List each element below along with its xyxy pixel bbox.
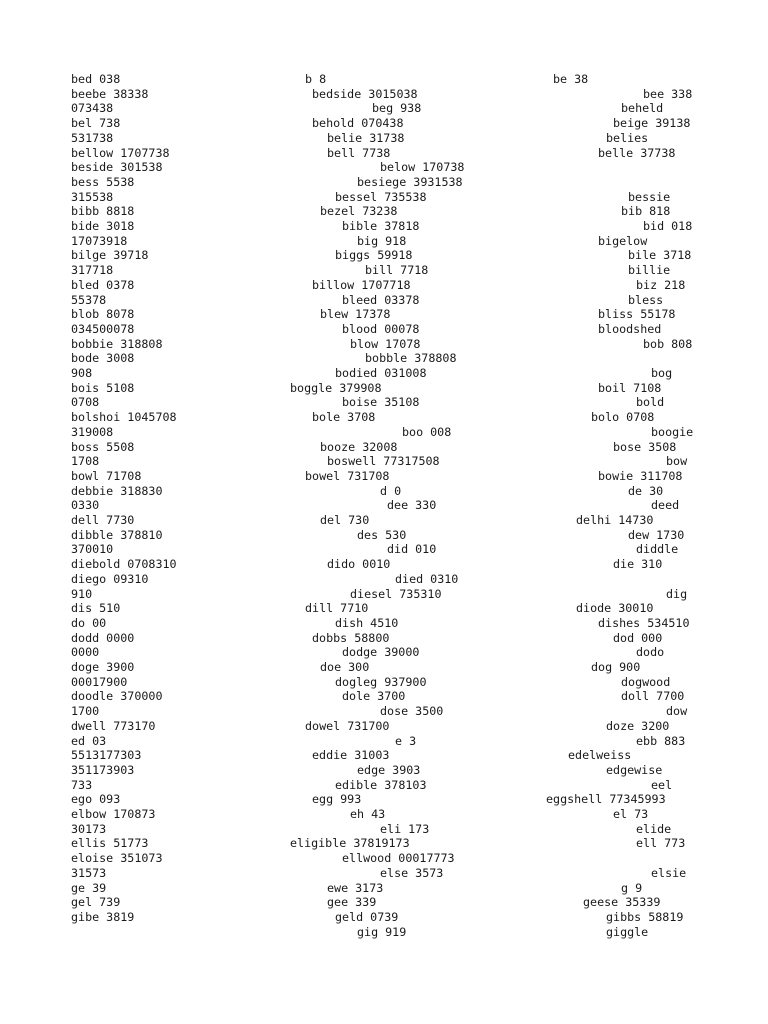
index-entry: beheld (621, 101, 664, 116)
index-entry: egg 993 (312, 792, 362, 807)
index-entry: bile 3718 (628, 248, 692, 263)
index-entry: bole 3708 (312, 410, 376, 425)
index-entry: 0708 (71, 395, 100, 410)
index-entry: boise 35108 (342, 395, 420, 410)
index-entry: bell 7738 (327, 145, 391, 160)
index-entry: bloodshed (598, 321, 662, 336)
index-entry: bowel 731708 (305, 468, 390, 483)
index-entry: doe 300 (320, 660, 370, 674)
index-entry: 733 (71, 777, 93, 792)
index-entry: dowel 731700 (305, 718, 390, 733)
index-entry: beside 301538 (71, 160, 163, 175)
index-entry: dig (666, 586, 688, 601)
index-entry: eligible 37819173 (290, 836, 410, 851)
index-entry: 31573 (71, 865, 107, 880)
index-entry: boo 008 (402, 424, 452, 439)
index-entry: d 0 (380, 483, 402, 498)
index-entry: diesel 735310 (350, 586, 442, 601)
index-entry: else 3573 (380, 865, 444, 880)
index-entry: 910 (71, 586, 93, 601)
index-entry: dogleg 937900 (335, 674, 427, 689)
index-entry: bee 338 (643, 86, 693, 101)
index-entry: geese 35339 (583, 895, 661, 910)
index-entry: 908 (71, 366, 93, 380)
index-entry: des 530 (357, 527, 407, 542)
index-entry: ell 773 (636, 836, 686, 851)
index-entry: 531738 (71, 130, 114, 145)
index-entry: ge 39 (71, 880, 107, 895)
index-entry: besiege 3931538 (357, 174, 463, 189)
index-entry: boil 7108 (598, 380, 662, 395)
index-entry: dobbs 58800 (312, 630, 390, 645)
index-entry: 1700 (71, 704, 100, 719)
index-entry: billow 1707718 (312, 277, 411, 292)
index-entry: bibb 8818 (71, 204, 135, 219)
index-entry: 30173 (71, 821, 107, 836)
index-entry: dodd 0000 (71, 630, 135, 645)
index-entry: dod 000 (613, 630, 663, 645)
index-entry: 315538 (71, 189, 114, 204)
index-entry: ellis 51773 (71, 836, 149, 851)
index-entry: eddie 31003 (312, 748, 390, 763)
index-entry: dog 900 (591, 660, 641, 674)
index-entry: blob 8078 (71, 307, 135, 322)
index-entry: eel (651, 777, 673, 792)
index-entry: dee 330 (387, 498, 437, 513)
index-entry: deed (651, 498, 680, 513)
index-entry: 1708 (71, 454, 100, 469)
index-entry: blew 17378 (320, 307, 391, 322)
index-entry: diego 09310 (71, 571, 149, 586)
index-entry: elide (636, 821, 672, 836)
index-entry: diode 30010 (576, 601, 654, 616)
index-entry: beebe 38338 (71, 86, 149, 101)
index-entry: ebb 883 (636, 733, 686, 748)
index-entry: dishes 534510 (598, 615, 690, 630)
index-entry: bel 738 (71, 116, 121, 131)
index-entry: billie (628, 263, 671, 278)
index-entry: eloise 351073 (71, 851, 163, 866)
index-entry: boggle 379908 (290, 380, 382, 395)
index-entry: bessie (628, 189, 671, 204)
index-entry: bless (628, 292, 664, 307)
index-entry: doll 7700 (621, 689, 685, 704)
index-entry: gel 739 (71, 895, 121, 910)
index-entry: edelweiss (568, 748, 632, 763)
index-entry: de 30 (628, 483, 664, 498)
index-entry: giggle (606, 924, 649, 939)
index-entry: bilge 39718 (71, 248, 149, 263)
index-entry: bill 7718 (365, 263, 429, 278)
index-entry: edge 3903 (357, 762, 421, 777)
index-entry: 370010 (71, 542, 114, 557)
index-entry: 0000 (71, 645, 100, 660)
index-entry: bowie 311708 (598, 468, 683, 483)
index-entry: bible 37818 (342, 219, 420, 233)
index-entry: e 3 (395, 733, 417, 748)
index-entry: bode 3008 (71, 351, 135, 366)
index-entry: elbow 170873 (71, 807, 156, 821)
index-entry: boss 5508 (71, 439, 135, 454)
index-entry: dole 3700 (342, 689, 406, 704)
index-entry: dow (666, 704, 688, 719)
index-entry: bezel 73238 (320, 204, 398, 219)
index-entry: died 0310 (395, 571, 459, 586)
index-entry: bed 038 (71, 72, 121, 86)
index-entry: bob 808 (643, 336, 693, 351)
index-entry: bog (651, 366, 673, 380)
index-entry: bleed 03378 (342, 292, 420, 307)
index-entry: dew 1730 (628, 527, 685, 542)
index-entry: bobble 378808 (365, 351, 457, 366)
index-entry: belle 37738 (598, 145, 676, 160)
index-entry: ed 03 (71, 733, 107, 748)
index-entry: boogie (651, 424, 694, 439)
index-entry: bellow 1707738 (71, 145, 170, 160)
index-entry: behold 070438 (312, 116, 404, 131)
index-entry: belies (606, 130, 649, 145)
index-entry: eh 43 (350, 807, 386, 821)
index-entry: dodo (636, 645, 665, 660)
index-entry: bold (636, 395, 665, 410)
index-entry: delhi 14730 (576, 513, 654, 527)
index-entry: bled 0378 (71, 277, 135, 292)
index-entry: blow 17078 (350, 336, 421, 351)
index-entry: gig 919 (357, 924, 407, 939)
index-entry: 5513177303 (71, 748, 142, 763)
index-entry: dose 3500 (380, 704, 444, 719)
index-entry: bow (666, 454, 688, 469)
index-entry: doodle 370000 (71, 689, 163, 704)
index-entry: below 170738 (380, 160, 465, 175)
index-entry: dis 510 (71, 601, 121, 616)
index-entry: bigelow (598, 233, 648, 248)
index-entry: dill 7710 (305, 601, 369, 616)
index-entry: eggshell 77345993 (546, 792, 666, 807)
index-entry: elsie (651, 865, 687, 880)
index-entry: 351173903 (71, 762, 135, 777)
index-entry: 073438 (71, 101, 114, 116)
index-entry: beige 39138 (613, 116, 691, 131)
index-entry: bess 5538 (71, 174, 135, 189)
index-entry: belie 31738 (327, 130, 405, 145)
index-entry: bid 018 (643, 219, 693, 233)
index-entry: 317718 (71, 263, 114, 278)
index-entry: dogwood (621, 674, 671, 689)
index-entry: dodge 39000 (342, 645, 420, 660)
index-entry: bide 3018 (71, 219, 135, 233)
index-entry: biz 218 (636, 277, 686, 292)
index-entry: dido 0010 (327, 557, 391, 572)
index-entry: bowl 71708 (71, 468, 142, 483)
index-entry: gee 339 (327, 895, 377, 910)
index-entry: ego 093 (71, 792, 121, 807)
index-entry: 0330 (71, 498, 100, 513)
index-entry: gibbs 58819 (606, 909, 684, 924)
index-entry: dibble 378810 (71, 527, 163, 542)
index-entry: bib 818 (621, 204, 671, 219)
index-entry: del 730 (320, 513, 370, 527)
index-entry: beg 938 (372, 101, 422, 116)
index-entry: debbie 318830 (71, 483, 163, 498)
index-entry: 319008 (71, 424, 114, 439)
index-entry: die 310 (613, 557, 663, 572)
index-entry: g 9 (621, 880, 643, 895)
index-entry: bobbie 318808 (71, 336, 163, 351)
index-entry: diebold 0708310 (71, 557, 177, 572)
index-entry: bolshoi 1045708 (71, 410, 177, 425)
index-entry: b 8 (305, 72, 327, 86)
index-entry: big 918 (357, 233, 407, 248)
index-entry: bois 5108 (71, 380, 135, 395)
index-entry: gibe 3819 (71, 909, 135, 924)
index-entry: el 73 (613, 807, 649, 821)
index-entry: bliss 55178 (598, 307, 676, 322)
index-entry: bessel 735538 (335, 189, 427, 204)
index-entry: doge 3900 (71, 660, 135, 674)
index-entry: bolo 0708 (591, 410, 655, 425)
index-entry: boswell 77317508 (327, 454, 440, 469)
index-entry: edible 378103 (335, 777, 427, 792)
index-entry: dell 7730 (71, 513, 135, 527)
index-entry: biggs 59918 (335, 248, 413, 263)
index-entry: doze 3200 (606, 718, 670, 733)
index-entry: bose 3508 (613, 439, 677, 454)
index-entry: edgewise (606, 762, 663, 777)
index-entry: ellwood 00017773 (342, 851, 455, 866)
index-entry: 034500078 (71, 321, 135, 336)
index-entry: dish 4510 (335, 615, 399, 630)
index-entry: booze 32008 (320, 439, 398, 454)
index-entry: geld 0739 (335, 909, 399, 924)
index-entry: 55378 (71, 292, 107, 307)
index-entry: do 00 (71, 615, 107, 630)
index-entry: 00017900 (71, 674, 128, 689)
index-entry: dwell 773170 (71, 718, 156, 733)
index-entry: eli 173 (380, 821, 430, 836)
index-entry: be 38 (553, 72, 589, 86)
index-entry: diddle (636, 542, 679, 557)
index-entry: 17073918 (71, 233, 128, 248)
index-entry: did 010 (387, 542, 437, 557)
index-entry: blood 00078 (342, 321, 420, 336)
index-entry: bodied 031008 (335, 366, 427, 380)
index-entry: bedside 3015038 (312, 86, 418, 101)
index-entry: ewe 3173 (327, 880, 384, 895)
